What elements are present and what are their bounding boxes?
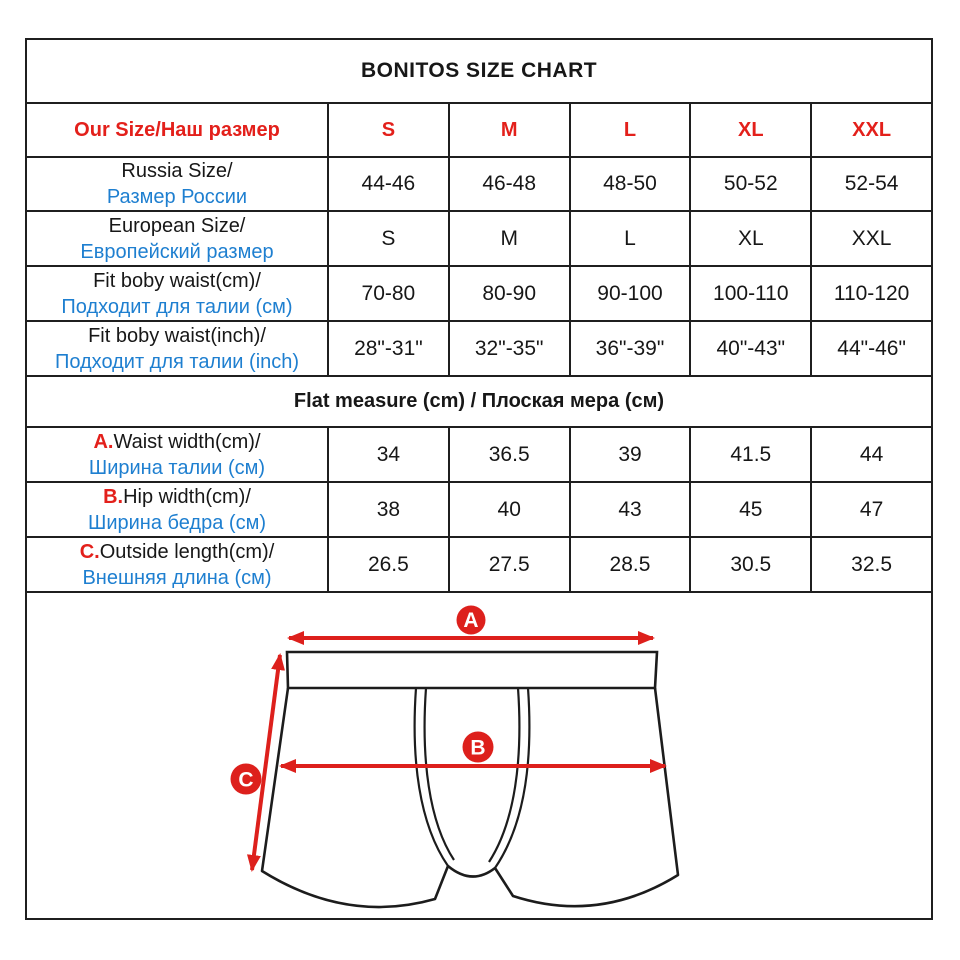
size-chart-table xyxy=(25,38,933,920)
value-cell: 43 xyxy=(569,483,690,536)
row-label-en: Fit boby waist(inch)/ xyxy=(88,324,266,347)
value-cell: 110-120 xyxy=(810,267,931,320)
size-header-m: M xyxy=(500,118,518,141)
value-cell: 90-100 xyxy=(569,267,690,320)
row-label-cell xyxy=(27,538,327,591)
measure-letter-c: C. xyxy=(79,540,100,563)
row-label-cell xyxy=(27,212,327,265)
row-label-ru: Внешняя длина (см) xyxy=(82,566,272,589)
boxers-body-outline xyxy=(262,688,678,907)
value-cell: 30.5 xyxy=(689,538,810,591)
flat-measure-title: Flat measure (cm) / Плоская мера (см) xyxy=(293,390,665,412)
value-cell: 36"-39" xyxy=(569,322,690,375)
value-cell: 34 xyxy=(327,428,448,481)
size-header-row xyxy=(27,104,931,158)
row-label-ru: Ширина бедра (см) xyxy=(88,511,266,534)
value-cell: 28.5 xyxy=(569,538,690,591)
value-cell: M xyxy=(448,212,569,265)
row-label-ru: Размер России xyxy=(106,186,248,208)
value-cell: S xyxy=(327,212,448,265)
size-header-xxl: XXL xyxy=(852,118,892,141)
pouch-seam-right-inner xyxy=(489,688,519,862)
value-cell: 27.5 xyxy=(448,538,569,591)
pouch-seam-left-inner xyxy=(425,688,454,860)
value-cell: 70-80 xyxy=(327,267,448,320)
value-cell: 36.5 xyxy=(448,428,569,481)
table-row-fit-waist-cm xyxy=(27,267,931,322)
value-cell: 32"-35" xyxy=(448,322,569,375)
row-label-ru: Подходит для талии (см) xyxy=(61,295,293,318)
flat-measure-section-row xyxy=(27,377,931,428)
table-row-russia-size xyxy=(27,158,931,212)
row-label-en: Fit boby waist(cm)/ xyxy=(93,269,261,292)
value-cell: XL xyxy=(689,212,810,265)
value-cell: 50-52 xyxy=(689,158,810,210)
row-label-en-text: Waist width(cm)/ xyxy=(113,430,261,453)
diagram-row xyxy=(27,593,931,918)
row-label-cell xyxy=(27,267,327,320)
title-row xyxy=(27,40,931,104)
chart-title: BONITOS SIZE CHART xyxy=(360,59,598,82)
table-row-european-size xyxy=(27,212,931,267)
value-cell: XXL xyxy=(810,212,931,265)
table-row-hip-width xyxy=(27,483,931,538)
value-cell: 38 xyxy=(327,483,448,536)
value-cell: 46-48 xyxy=(448,158,569,210)
row-label-cell xyxy=(27,483,327,536)
size-header-s: S xyxy=(381,118,396,141)
row-label-cell xyxy=(27,322,327,375)
value-cell: 52-54 xyxy=(810,158,931,210)
row-label-en: Russia Size/ xyxy=(121,160,233,182)
table-row-waist-width xyxy=(27,428,931,483)
value-cell: 45 xyxy=(689,483,810,536)
value-cell: 41.5 xyxy=(689,428,810,481)
boxers-diagram-svg xyxy=(27,593,931,918)
table-row-outside-length xyxy=(27,538,931,593)
row-label-ru: Европейский размер xyxy=(80,240,274,263)
size-header-label: Our Size/Наш размер xyxy=(74,118,280,141)
value-cell: 26.5 xyxy=(327,538,448,591)
value-cell: L xyxy=(569,212,690,265)
row-label-en-text: Hip width(cm)/ xyxy=(123,485,251,508)
row-label-cell xyxy=(27,428,327,481)
label-b-text: B xyxy=(470,736,486,760)
row-label-en-text: Outside length(cm)/ xyxy=(99,540,275,563)
value-cell: 39 xyxy=(569,428,690,481)
measure-letter-a: A. xyxy=(93,430,114,453)
value-cell: 80-90 xyxy=(448,267,569,320)
size-header-l: L xyxy=(623,118,637,141)
waistband-outline xyxy=(287,652,657,688)
row-label-cell xyxy=(27,158,327,210)
row-label-ru: Подходит для талии (inch) xyxy=(54,350,300,373)
value-cell: 40"-43" xyxy=(689,322,810,375)
value-cell: 100-110 xyxy=(689,267,810,320)
value-cell: 28"-31" xyxy=(327,322,448,375)
value-cell: 32.5 xyxy=(810,538,931,591)
row-label-en: European Size/ xyxy=(108,214,246,237)
row-label-ru: Ширина талии (см) xyxy=(88,456,266,479)
boxers-measurement-diagram xyxy=(27,593,931,918)
row-label-en xyxy=(93,429,260,455)
value-cell: 44-46 xyxy=(327,158,448,210)
table-row-fit-waist-inch xyxy=(27,322,931,377)
value-cell: 44"-46" xyxy=(810,322,931,375)
value-cell: 44 xyxy=(810,428,931,481)
value-cell: 48-50 xyxy=(569,158,690,210)
label-c-text: C xyxy=(238,768,254,792)
measure-letter-b: B. xyxy=(103,485,124,508)
row-label-en xyxy=(80,539,275,565)
value-cell: 40 xyxy=(448,483,569,536)
value-cell: 47 xyxy=(810,483,931,536)
row-label-en xyxy=(103,484,251,510)
size-header-xl: XL xyxy=(738,118,764,141)
label-a-text: A xyxy=(463,609,479,632)
